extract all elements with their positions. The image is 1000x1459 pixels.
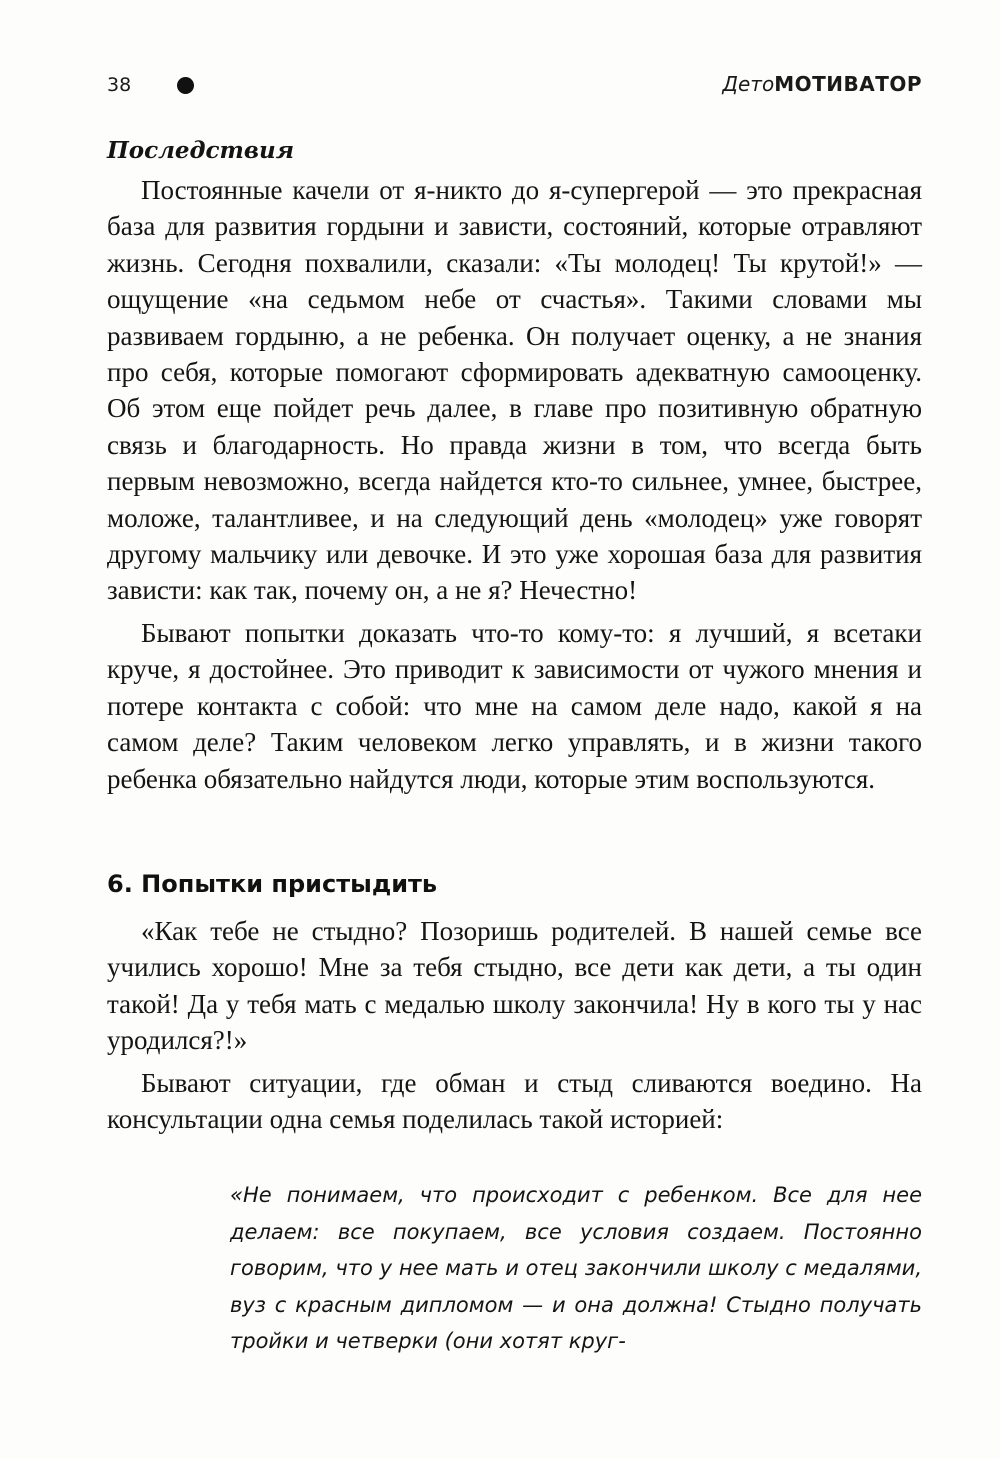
book-title-bold: МОТИВАТОР [774,72,922,96]
bullet-dot-icon [177,77,194,94]
book-title [722,72,922,96]
book-title-light: Дето [722,72,775,96]
block-quote: «Не понимаем, что происходит с ребенком. Все для нее делаем: все покупаем, все условия создаем. Постоянно говорим, что у нее мать и отец закончили школу с медалями, вуз с красным дипломом — и она должна! Стыдно получать тройки и четверки (они хотят круг- [230,1183,922,1354]
paragraph: Бывают ситуации, где обман и стыд сливаются воедино. На консультации одна семья поделилась такой историей: [107,1067,922,1134]
page-body [107,134,922,1360]
page-number: 38 [107,74,132,96]
section-heading: 6. Попытки пристыдить [107,869,438,898]
paragraph: «Как тебе не стыдно? Позоришь родителей. В нашей семье все учились хорошо! Мне за тебя стыдно, все дети как дети, а ты один такой! Да у тебя мать с медалью школу закончила! Ну в кого ты у нас уродился?!» [107,915,922,1056]
subheading-consequences: Последствия [107,137,295,164]
paragraph: Постоянные качели от я-никто до я-супергерой — это прекрасная база для развития гордыни и зависти, состояний, которые отравляют жизнь. Сегодня похвалили, сказали: «Ты молодец! Ты крутой!» — ощущение «на седьмом небе от счастья». Такими словами мы развиваем гордыню, а не ребенка. Он получает оценку, а не знания про себя, которые помогают сформировать адекватную самооценку. Об этом еще пойдет речь далее, в главе про позитивную обратную связь и благодарность. Но правда жизни в том, что всегда быть первым невозможно, всегда найдется кто-то сильнее, умнее, быстрее, моложе, талантливее, и на следующий день «молодец» уже говорят другому мальчику или девочке. И это уже хорошая база для развития зависти: как так, почему он, а не я? Нечестно! [107,175,922,606]
running-header [107,70,922,104]
paragraph: Бывают попытки доказать что-то кому-то: я лучший, я всетаки круче, я достойнее. Это приводит к зависимости от чужого мнения и потере контакта с собой: что мне на самом деле надо, какой я на самом деле? Таким человеком легко управлять, и в жизни такого ребенка обязательно найдутся люди, которые этим воспользуются. [107,617,922,794]
